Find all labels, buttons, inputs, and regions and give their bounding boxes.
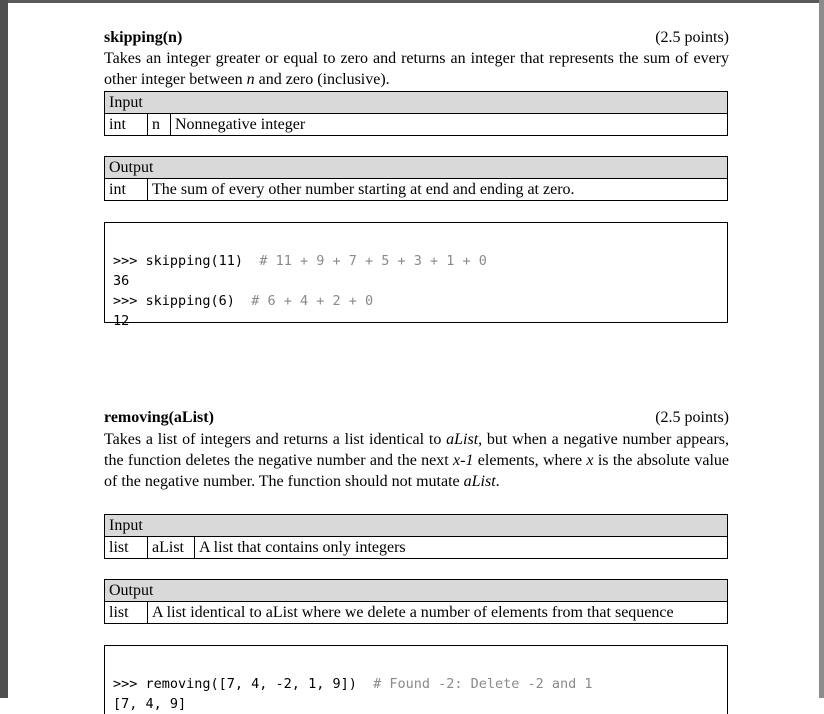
function-name: skipping(n) — [104, 29, 183, 46]
function-description-removing: Takes a list of integers and returns a list identical to aList, but when a negative number appears, the function deletes the negative number and the next x-1 elements, where x is the absolute value of the negative number. The function should not mutate aList. — [104, 431, 730, 490]
example-result: 36 — [113, 273, 130, 289]
code-example-removing — [104, 645, 728, 714]
output-type: list — [105, 602, 148, 624]
example-result: [7, 4, 9] — [113, 696, 187, 712]
function-name: removing(aList) — [104, 409, 214, 426]
example-comment: # Found -2: Delete -2 and 1 — [373, 676, 593, 692]
viewer-left-border — [0, 0, 8, 698]
output-header: Output — [105, 157, 728, 179]
input-param: aList — [148, 537, 195, 559]
viewer-top-border — [0, 0, 824, 3]
function-header-removing — [104, 408, 729, 428]
output-table-skipping — [104, 156, 728, 201]
output-description: A list identical to aList where we delete a number of elements from that sequence — [148, 602, 728, 624]
example-comment: # 6 + 4 + 2 + 0 — [251, 293, 374, 309]
example-call: >>> removing([7, 4, -2, 1, 9]) — [113, 676, 357, 692]
output-description: The sum of every other number starting at end and ending at zero. — [148, 179, 728, 201]
example-call: >>> skipping(6) — [113, 293, 235, 309]
input-type: list — [105, 537, 148, 559]
input-type: int — [105, 114, 148, 136]
code-example-skipping — [104, 222, 728, 329]
input-param: n — [148, 114, 171, 136]
function-points: (2.5 points) — [655, 29, 729, 46]
input-header: Input — [105, 515, 728, 537]
output-header: Output — [105, 580, 728, 602]
function-description-skipping: Takes an integer greater or equal to zero and returns an integer that represents the sum of every other integer between n and zero (inclusive). — [104, 50, 729, 88]
example-call: >>> skipping(11) — [113, 253, 244, 269]
function-header-skipping — [104, 28, 729, 48]
viewer-scrollbar[interactable] — [819, 0, 824, 698]
input-description: Nonnegative integer — [171, 114, 728, 136]
output-type: int — [105, 179, 148, 201]
example-result: 12 — [113, 313, 130, 329]
input-table-removing — [104, 514, 728, 559]
input-table-skipping — [104, 91, 728, 136]
input-description: A list that contains only integers — [195, 537, 728, 559]
example-comment: # 11 + 9 + 7 + 5 + 3 + 1 + 0 — [259, 253, 487, 269]
output-table-removing — [104, 579, 728, 624]
function-points: (2.5 points) — [655, 409, 729, 426]
input-header: Input — [105, 92, 728, 114]
